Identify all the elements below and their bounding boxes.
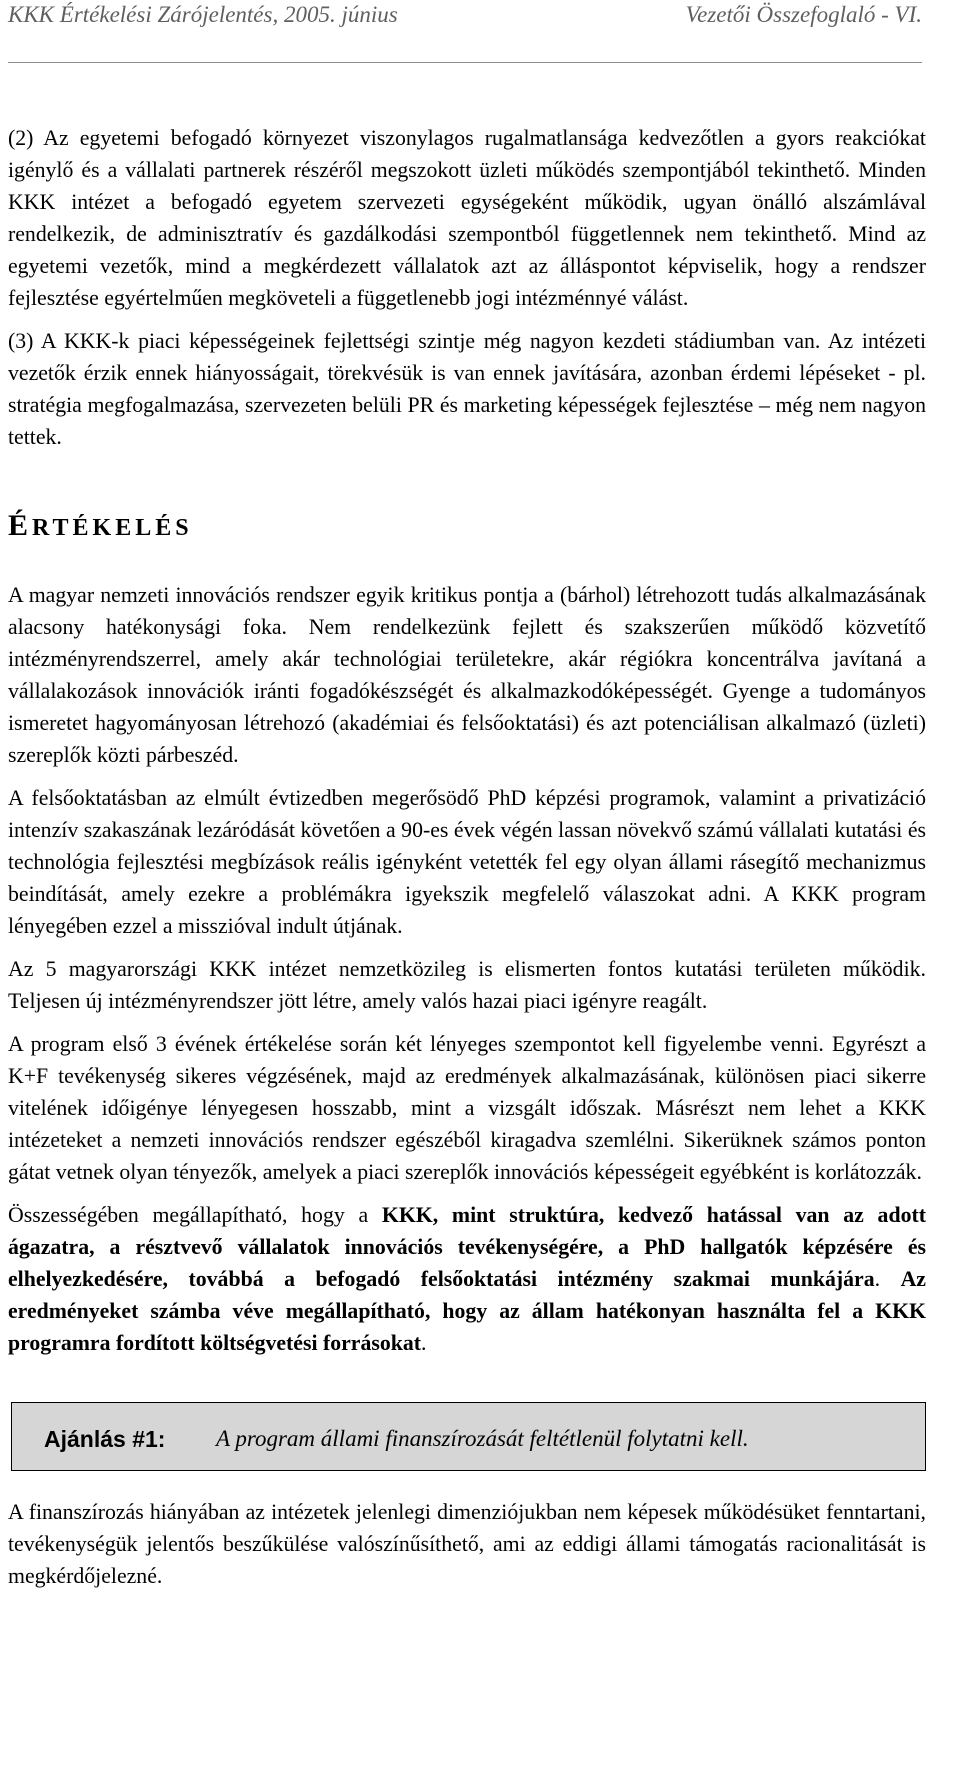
conclusion-bold-1: KKK, mint struktúra, kedvező hatással van az adott ágazatra, a résztvevő vállalatok innovációs tevékenységére, a PhD hallgatók képzésére és elhelyezkedésére, továbbá a befogadó felsőoktatási intézmény szakmai munkájára	[8, 1203, 926, 1291]
paragraph-point-2: (2) Az egyetemi befogadó környezet viszonylagos rugalmatlansága kedvezőtlen a gyors reakciókat igénylő és a vállalati partnerek részéről megszokott üzleti működés szempontjából tekinthető. Minden KKK intézet a befogadó egyetem szervezeti egységeként működik, ugyan önálló alszámlával rendelkezik, de adminisztratív és gazdálkodási szempontból függetlennek nem tekinthető. Mind az egyetemi vezetők, mind a megkérdezett vállalatok azt az álláspontot képviselik, hogy a rendszer fejlesztése egyértelműen megköveteli a függetlenebb jogi intézménnyé válást.	[8, 126, 926, 310]
evaluation-paragraph-2: A felsőoktatásban az elmúlt évtizedben megerősödő PhD képzési programok, valamint a privatizáció intenzív szakaszának lezáródását követően a 90-es évek végén lassan növekvő számú vállalati kutatási és technológia fejlesztési megbízások reális igényként vetették fel egy olyan állami rásegítő mechanizmus beindítását, amely ezekre a problémákra igyekszik megfelelő válaszokat adni. A KKK program lényegében ezzel a misszióval indult útjának.	[8, 786, 926, 938]
conclusion-bold-2: Az eredményeket számba véve megállapítható, hogy az állam hatékonyan használta fel a KKK programra fordított költségvetési forrásokat	[8, 1267, 926, 1355]
header-right-title: Vezetői Összefoglaló - VI.	[685, 2, 922, 27]
section-heading-initial: É	[8, 509, 33, 542]
final-paragraph: A finanszírozás hiányában az intézetek jelenlegi dimenziójukban nem képesek működésüket fenntartani, tevékenységük jelentős beszűkülése valószínűsíthető, ami az eddigi állami támogatás racionalitását is megkérdőjelezné.	[8, 1500, 926, 1588]
section-heading-rest: RTÉKELÉS	[32, 515, 193, 541]
header-divider	[8, 62, 922, 63]
conclusion-end: .	[421, 1331, 427, 1355]
header-left-title: KKK Értékelési Zárójelentés, 2005. június	[8, 2, 398, 27]
document-body	[8, 122, 926, 1603]
paragraph-point-3: (3) A KKK-k piaci képességeinek fejlettségi szintje még nagyon kezdeti stádiumban van. Az intézeti vezetők érzik ennek hiányosságait, törekvésük is van ennek javítására, azonban érdemi lépéseket - pl. stratégia megfogalmazása, szervezeten belüli PR és marketing képességek fejlesztése – még nem nagyon tettek.	[8, 329, 926, 449]
recommendation-text: A program állami finanszírozását feltétlenül folytatni kell.	[216, 1426, 749, 1451]
evaluation-paragraph-3: Az 5 magyarországi KKK intézet nemzetközileg is elismerten fontos kutatási területen működik. Teljesen új intézményrendszer jött létre, amely valós hazai piaci igényre reagált.	[8, 957, 926, 1013]
page-header	[8, 2, 922, 36]
evaluation-paragraph-5	[8, 1199, 926, 1359]
conclusion-separator: .	[874, 1267, 901, 1291]
section-heading	[8, 511, 926, 543]
evaluation-paragraph-1: A magyar nemzeti innovációs rendszer egyik kritikus pontja a (bárhol) létrehozott tudás alkalmazásának alacsony hatékonysági foka. Nem rendelkezünk fejlett és szakszerűen működő közvetítő intézményrendszerrel, amely akár technológiai területekre, akár régiókra koncentrálva javítaná a vállalakozások innovációk iránti fogadókészségét és alkalmazkodóképességét. Gyenge a tudományos ismeretet hagyományosan létrehozó (akadémiai és felsőoktatási) és azt potenciálisan alkalmazó (üzleti) szereplők közti párbeszéd.	[8, 583, 926, 767]
recommendation-label: Ajánlás #1:	[44, 1426, 166, 1452]
recommendation-box	[11, 1402, 926, 1471]
evaluation-paragraph-4: A program első 3 évének értékelése során két lényeges szempontot kell figyelembe venni. Egyrészt a K+F tevékenység sikeres végzésének, majd az eredmények alkalmazásának, különösen piaci sikerre vitelének időigénye lényegesen hosszabb, mint a vizsgált időszak. Másrészt nem lehet a KKK intézeteket a nemzeti innovációs rendszer egészéből kiragadva szemlélni. Sikerüknek számos ponton gátat vetnek olyan tényezők, amelyek a piaci szereplők innovációs képességeit egyébként is korlátozzák.	[8, 1032, 926, 1184]
conclusion-intro: Összességében megállapítható, hogy a	[8, 1203, 382, 1227]
